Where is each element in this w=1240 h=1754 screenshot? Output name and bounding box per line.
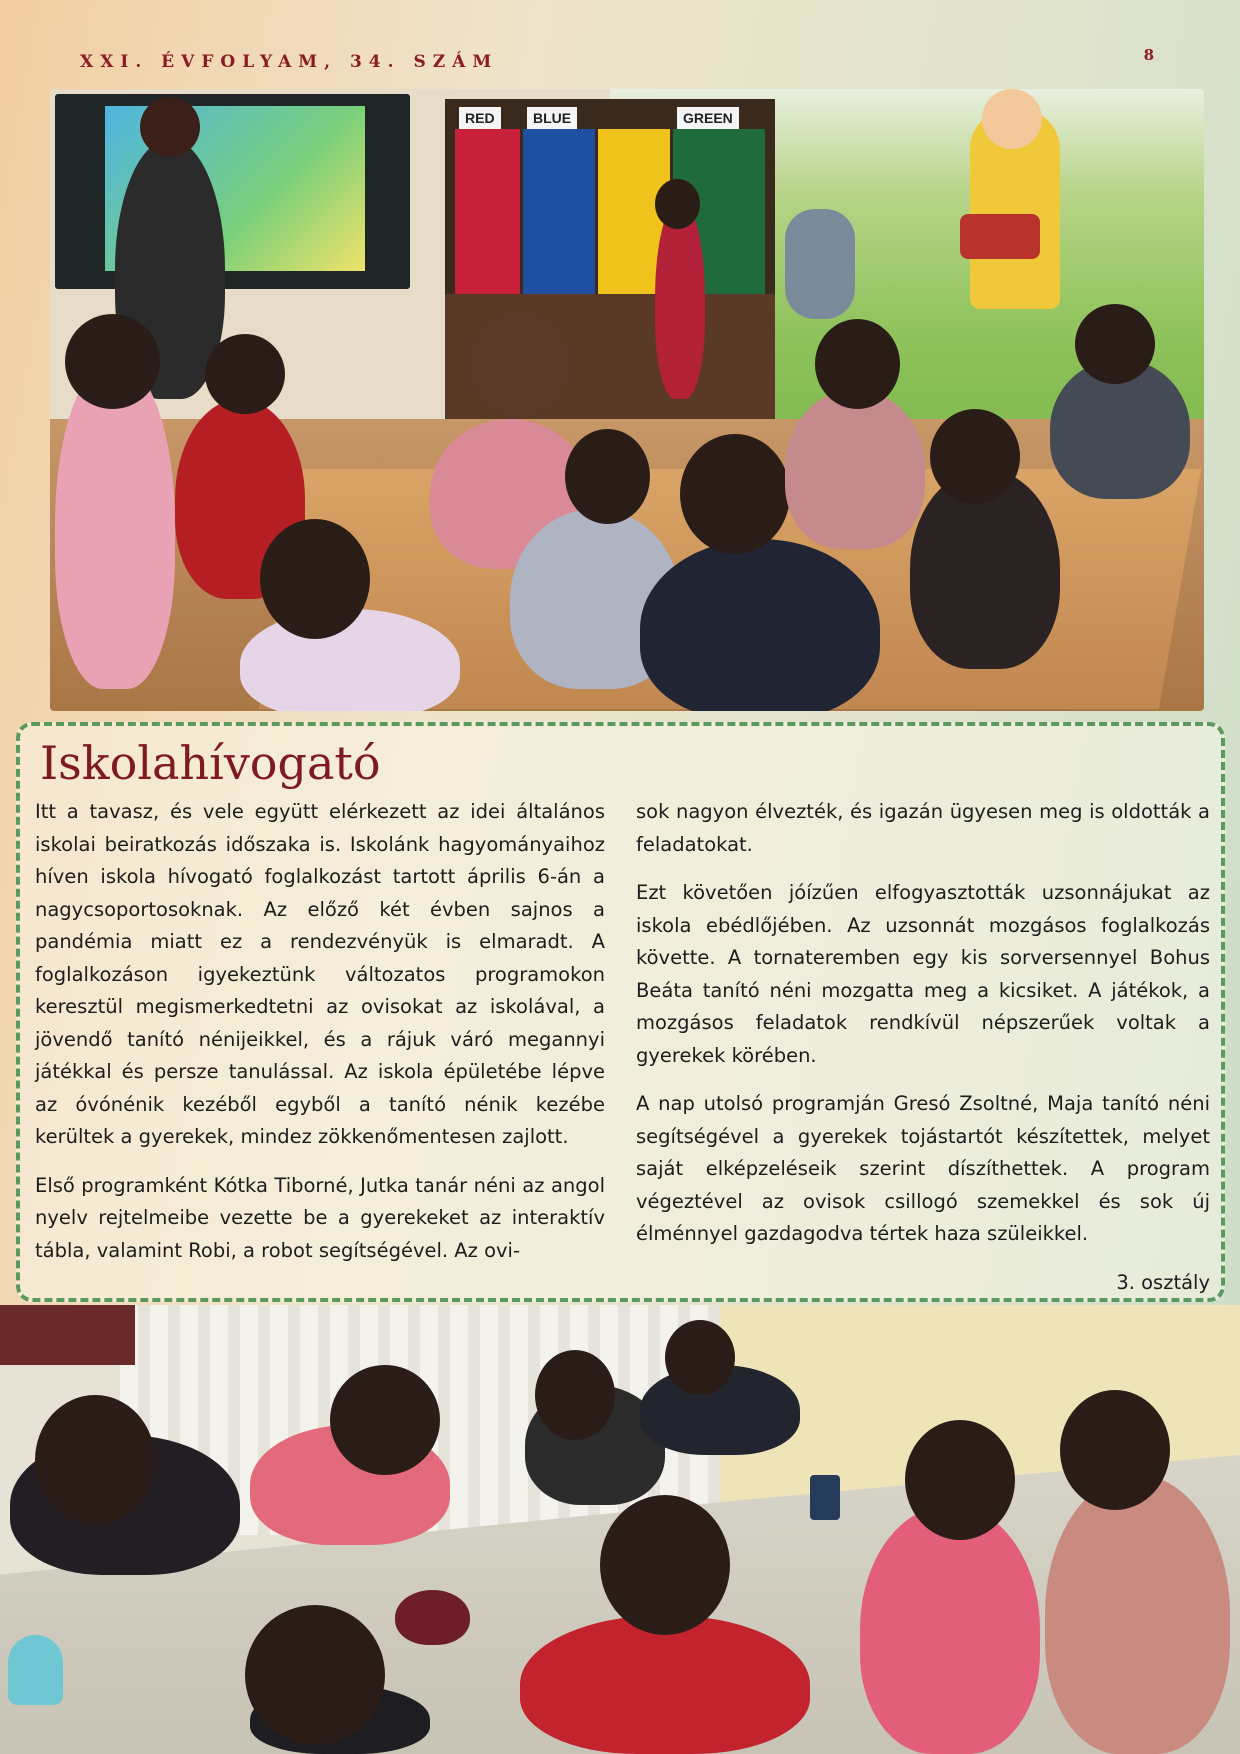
article-paragraph: Itt a tavasz, és vele együtt elérkezett az idei általános iskolai beiratkozás időszaka is. Iskolánk hagyományaihoz híven iskola hívogató foglalkozást tartott április 6-án a nagycsoportosoknak. Az előző két évben sajnos a pandémia miatt ez a rendezvényük is elmaradt. A foglalkozáson igyekeztünk változatos programokon keresztül megismerkedtetni az ovisokat az iskolával, a jövendő tanító nénijeikkel, és a rájuk váró megannyi játékkal és persze tanulással. Az iskola épületébe lépve az óvónénik kezéből egyből a tanító nénik kezébe kerültek a gyerekek, mindez zökkenőmentesen zajlott. xyxy=(35,800,605,1148)
teacher-head xyxy=(140,97,200,157)
label-green: GREEN xyxy=(677,107,739,129)
child-head xyxy=(815,319,900,409)
child-figure xyxy=(860,1505,1040,1754)
child-figure xyxy=(520,1615,810,1754)
child-figure xyxy=(640,539,880,711)
article-column-left xyxy=(35,796,605,1283)
article-signature: 3. osztály xyxy=(1116,1270,1210,1294)
article-paragraph: sok nagyon élvezték, és igazán ügyesen meg is oldották a feladatokat. xyxy=(636,800,1210,856)
pencil-cup xyxy=(810,1475,840,1520)
child-head xyxy=(535,1350,615,1440)
child-head xyxy=(680,434,790,554)
issue-header: XXI. ÉVFOLYAM, 34. SZÁM xyxy=(80,52,499,72)
article-paragraph: Ezt követően jóízűen elfogyasztották uzsonnájukat az iskola ebédlőjében. Az uzsonnát mozgásos foglalkozás követte. A tornateremben egy kis sorversennyel Bohus Beáta tanító néni mozgatta meg a kicsiket. A játékok, a mozgásos feladatok rendkívül népszerűek voltak a gyerekek körében. xyxy=(636,881,1210,1067)
bunny-decoration xyxy=(8,1635,63,1705)
child-head xyxy=(1060,1390,1170,1510)
child-head xyxy=(565,429,650,524)
label-red: RED xyxy=(459,107,501,129)
page-number: 8 xyxy=(1143,46,1154,64)
article-box xyxy=(16,722,1225,1302)
child-head xyxy=(905,1420,1015,1540)
child-head xyxy=(600,1495,730,1635)
child-head xyxy=(1075,304,1155,384)
egg-basket xyxy=(395,1590,470,1645)
child-head xyxy=(330,1365,440,1475)
article-title: Iskolahívogató xyxy=(40,736,381,790)
standing-girl xyxy=(655,199,705,399)
child-head xyxy=(655,179,700,229)
child-head xyxy=(260,519,370,639)
child-head xyxy=(65,314,160,409)
child-head xyxy=(35,1395,155,1525)
interactive-whiteboard xyxy=(55,94,410,289)
blue-panel xyxy=(523,129,595,294)
child-head xyxy=(930,409,1020,504)
child-figure xyxy=(1045,1475,1230,1754)
classroom-photo-top xyxy=(50,89,1204,711)
article-paragraph: Első programként Kótka Tiborné, Jutka tanár néni az angol nyelv rejtelmeibe vezette be a gyerekeket az interaktív tábla, valamint Robi, a robot segítségével. Az ovi- xyxy=(35,1173,605,1262)
classroom-photo-bottom xyxy=(0,1305,1240,1754)
label-blue: BLUE xyxy=(527,107,577,129)
red-panel xyxy=(455,129,520,294)
child-head xyxy=(205,334,285,414)
child-head xyxy=(665,1320,735,1395)
article-paragraph: A nap utolsó programján Gresó Zsoltné, Maja tanító néni segítségével a gyerekek tojástartót készítettek, melyet saját elképzeléseik szerint díszíthettek. A program végeztével az ovisok csillogó szemekkel és sok új élménnyel gazdagodva tértek haza szüleikkel. xyxy=(636,1092,1210,1245)
child-figure xyxy=(785,389,925,549)
child-head xyxy=(475,314,565,414)
child-head xyxy=(245,1605,385,1745)
red-curtain xyxy=(0,1305,135,1365)
article-column-right xyxy=(636,796,1210,1315)
